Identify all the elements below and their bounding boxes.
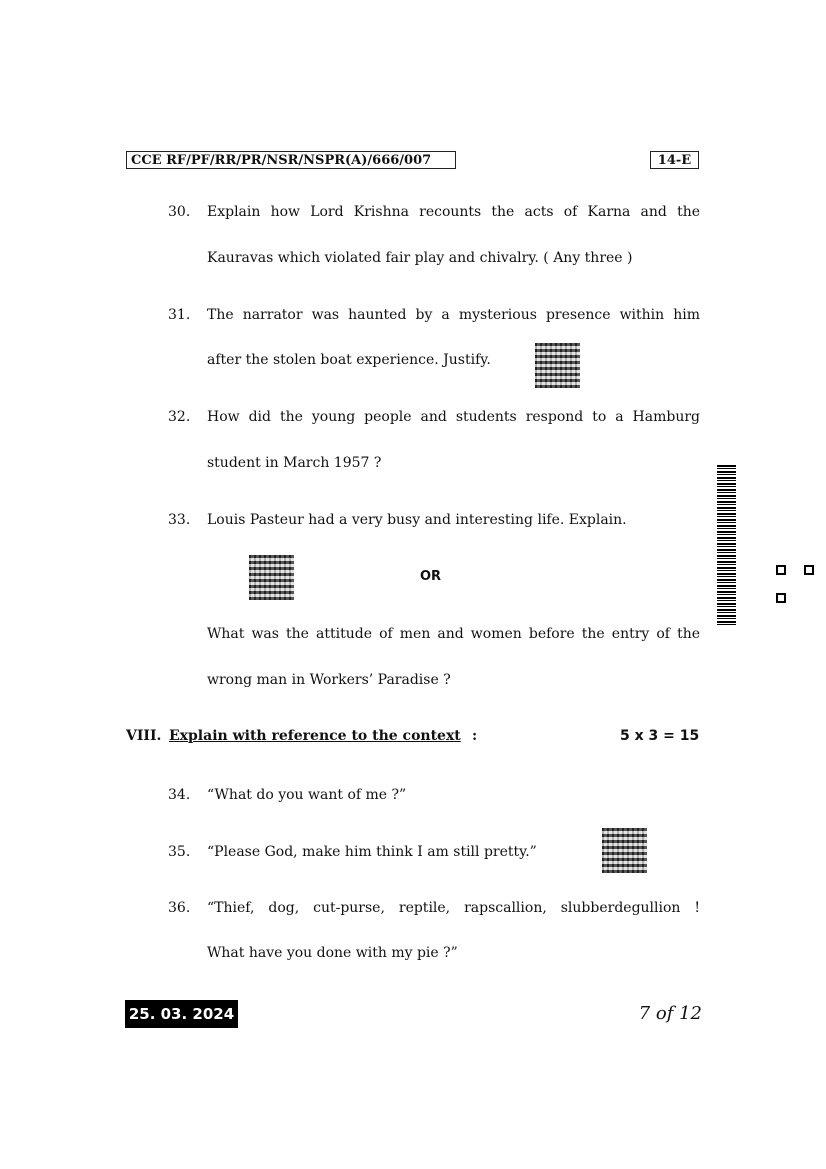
question-text: How did the young people and students respond to a Hamburg [207,409,700,425]
question-number: 33. [168,512,191,528]
or-separator: OR [420,569,442,584]
question-number: 34. [168,787,191,803]
question-number: 31. [168,307,191,323]
question-number: 30. [168,204,191,220]
question-text: Kauravas which violated fair play and chivalry. ( Any three ) [207,250,633,266]
question-number: 36. [168,900,191,916]
question-text: What have you done with my pie ?” [207,945,458,961]
question-text: What was the attitude of men and women before the entry of the [207,626,700,642]
question-text: after the stolen boat experience. Justify. [207,352,491,368]
exam-date: 25. 03. 2024 [125,1000,238,1028]
question-text: “What do you want of me ?” [207,787,407,803]
question-number: 32. [168,409,191,425]
question-text: The narrator was haunted by a mysterious presence within him [207,307,700,323]
question-text: student in March 1957 ? [207,455,382,471]
barcode-icon [717,465,736,625]
section-marks: 5 x 3 = 15 [620,728,700,744]
section-title: Explain with reference to the context [169,728,461,744]
question-text: Explain how Lord Krishna recounts the acts of Karna and the [207,204,700,220]
question-text: Louis Pasteur had a very busy and interesting life. Explain. [207,512,627,528]
qr-code-icon [776,565,814,603]
paper-version: 14-E [650,151,699,169]
paper-code: CCE RF/PF/RR/PR/NSR/NSPR(A)/666/007 [126,151,456,169]
section-number: VIII. [126,728,162,744]
qr-code-icon [249,555,294,600]
qr-code-icon [602,828,647,873]
question-number: 35. [168,844,191,860]
question-text: “Thief, dog, cut-purse, reptile, rapscallion, slubberdegullion ! [207,900,700,916]
question-text: wrong man in Workers’ Paradise ? [207,672,451,688]
question-text: “Please God, make him think I am still pretty.” [207,844,537,860]
page-number: 7 of 12 [638,1003,702,1024]
qr-code-icon [535,343,580,388]
section-colon: : [472,728,478,744]
